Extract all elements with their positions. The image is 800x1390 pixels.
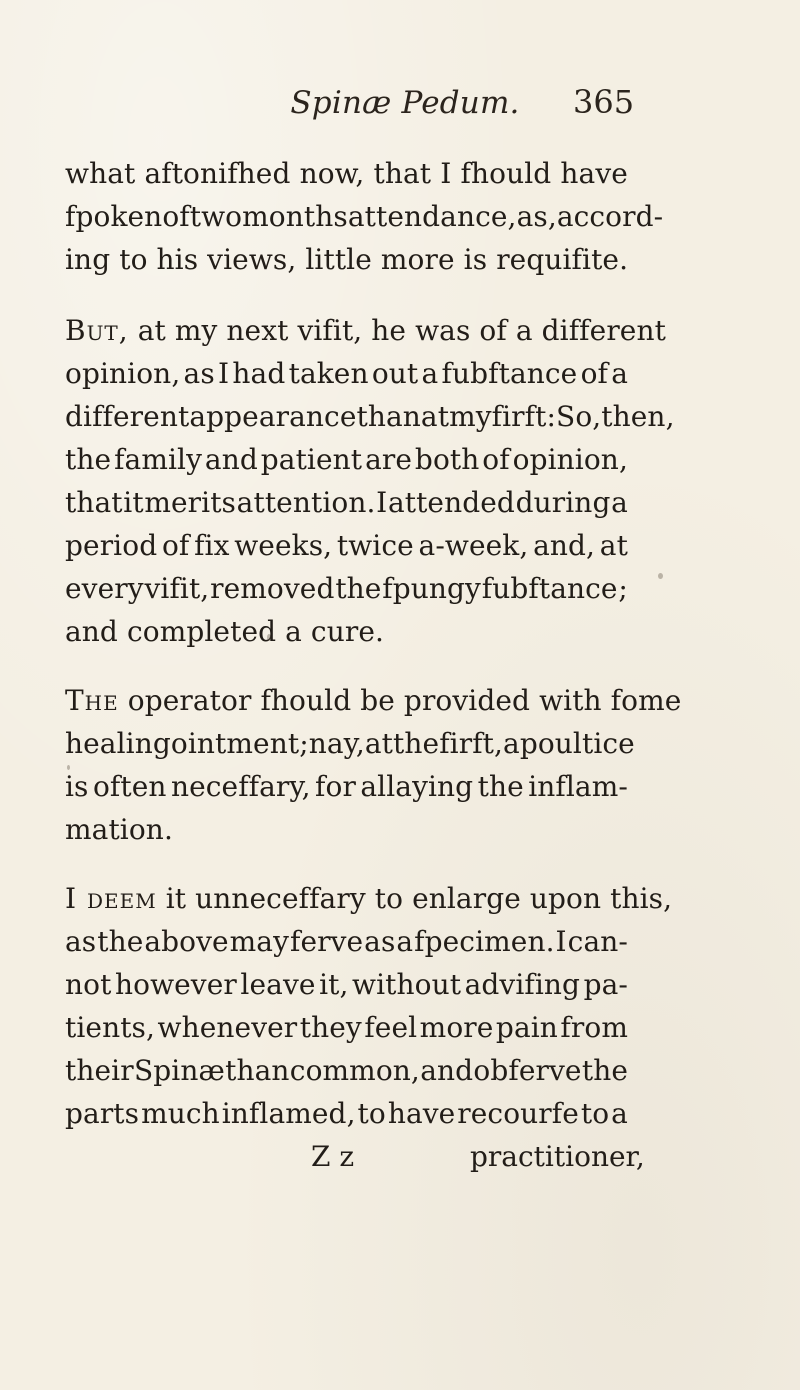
word: merits bbox=[144, 486, 237, 519]
word: it bbox=[123, 486, 144, 519]
word: at bbox=[364, 727, 394, 760]
word: fhould bbox=[460, 157, 552, 190]
paper-speck bbox=[267, 634, 271, 641]
catchword: practitioner, bbox=[470, 1140, 645, 1173]
page-footer-line bbox=[65, 1135, 645, 1178]
word: is bbox=[65, 770, 89, 803]
text-line-rest: at my next vifit, he was of a different bbox=[137, 314, 666, 347]
word: however bbox=[114, 968, 237, 1001]
word: healing bbox=[65, 727, 171, 760]
word: removed bbox=[210, 572, 335, 605]
word: every bbox=[65, 572, 144, 605]
running-head: Spinæ Pedum. bbox=[290, 85, 520, 121]
word: whenever bbox=[157, 1011, 298, 1044]
text-line-rest: operator fhould be provided with fome bbox=[127, 684, 682, 717]
word: than bbox=[225, 1054, 290, 1087]
word: as bbox=[364, 925, 396, 958]
paper-speck bbox=[658, 573, 663, 579]
text-line bbox=[65, 920, 628, 963]
page-header bbox=[0, 73, 800, 123]
word: that bbox=[65, 486, 123, 519]
word: ; bbox=[618, 572, 628, 605]
text-line bbox=[65, 679, 682, 722]
word: feel bbox=[364, 1011, 418, 1044]
word: for bbox=[315, 770, 356, 803]
word: different bbox=[65, 400, 190, 433]
word: opinion, bbox=[65, 357, 181, 390]
text-line bbox=[65, 481, 628, 524]
word: a bbox=[611, 357, 628, 390]
word: taken bbox=[288, 357, 369, 390]
word: So, bbox=[556, 400, 602, 433]
word: fpecimen. bbox=[414, 925, 555, 958]
word: have bbox=[560, 157, 628, 190]
word: to bbox=[357, 1097, 386, 1130]
paragraph-4 bbox=[65, 877, 673, 1135]
word: aftonifhed bbox=[144, 157, 291, 190]
word: may bbox=[229, 925, 290, 958]
word: and bbox=[204, 443, 258, 476]
word: advifing bbox=[464, 968, 581, 1001]
word: both bbox=[414, 443, 480, 476]
word: that bbox=[373, 157, 432, 190]
word: inflamed, bbox=[221, 1097, 356, 1130]
text-line bbox=[65, 1049, 628, 1092]
word: pain bbox=[495, 1011, 558, 1044]
word: they bbox=[299, 1011, 362, 1044]
word: Spinæ bbox=[133, 1054, 225, 1087]
word: of bbox=[580, 357, 608, 390]
word: ferve bbox=[289, 925, 364, 958]
word: : bbox=[546, 400, 557, 433]
page-number: 365 bbox=[573, 83, 635, 121]
word: twice bbox=[336, 529, 414, 562]
word: nay, bbox=[308, 727, 365, 760]
word: a bbox=[611, 486, 628, 519]
word: fpoken bbox=[65, 200, 163, 233]
word: ; bbox=[299, 727, 309, 760]
word: of bbox=[482, 443, 510, 476]
word: allaying bbox=[360, 770, 474, 803]
word: the bbox=[477, 770, 524, 803]
word: opinion, bbox=[512, 443, 628, 476]
word: without bbox=[352, 968, 462, 1001]
word: firft bbox=[491, 400, 547, 433]
word: ointment bbox=[170, 727, 300, 760]
text-line bbox=[65, 722, 635, 765]
word: patient bbox=[260, 443, 363, 476]
word: of bbox=[161, 529, 190, 562]
word: the bbox=[581, 1054, 628, 1087]
paragraph-1 bbox=[65, 152, 664, 281]
word: leave bbox=[240, 968, 316, 1001]
word: inflam- bbox=[528, 770, 628, 803]
text-line bbox=[65, 152, 628, 195]
text-line bbox=[65, 395, 675, 438]
word: obferve bbox=[473, 1054, 582, 1087]
word: parts bbox=[65, 1097, 140, 1130]
word: I bbox=[218, 357, 230, 390]
word: firft, bbox=[439, 727, 504, 760]
paper-speck bbox=[67, 765, 70, 770]
word: poultice bbox=[519, 727, 635, 760]
word: as, bbox=[516, 200, 557, 233]
word: what bbox=[65, 157, 136, 190]
word: a bbox=[421, 357, 439, 390]
paragraph-gap bbox=[65, 653, 628, 679]
word: above bbox=[144, 925, 229, 958]
word: had bbox=[232, 357, 286, 390]
word: my bbox=[449, 400, 492, 433]
word: weeks, bbox=[234, 529, 333, 562]
word: out bbox=[371, 357, 419, 390]
word: common, bbox=[289, 1054, 420, 1087]
text-line bbox=[65, 1006, 628, 1049]
word: to bbox=[580, 1097, 610, 1130]
word: during bbox=[515, 486, 611, 519]
word: two bbox=[189, 200, 243, 233]
word: neceffary, bbox=[170, 770, 311, 803]
word: I bbox=[555, 925, 567, 958]
word: now, bbox=[299, 157, 365, 190]
signature-mark: Z z bbox=[311, 1140, 355, 1173]
paragraph-lead-word: The bbox=[65, 684, 119, 717]
word: months bbox=[242, 200, 348, 233]
word: of bbox=[162, 200, 190, 233]
word: a bbox=[396, 925, 414, 958]
word: family bbox=[114, 443, 202, 476]
word: fix bbox=[194, 529, 230, 562]
paragraph-3 bbox=[65, 679, 682, 851]
word: and bbox=[420, 1054, 474, 1087]
word: it, bbox=[319, 968, 349, 1001]
word: their bbox=[65, 1054, 134, 1087]
word: pa- bbox=[583, 968, 628, 1001]
text-line bbox=[65, 524, 628, 567]
text-line bbox=[65, 765, 628, 808]
word: a bbox=[611, 1097, 628, 1130]
word: a bbox=[503, 727, 520, 760]
word: are bbox=[365, 443, 413, 476]
text-line-rest: it unneceffary to enlarge upon this, bbox=[165, 882, 673, 915]
word: recourfe bbox=[457, 1097, 579, 1130]
word: at bbox=[420, 400, 450, 433]
text-line: mation. bbox=[65, 813, 173, 846]
text-line bbox=[65, 352, 628, 395]
word: attendance, bbox=[347, 200, 517, 233]
word: fubftance bbox=[441, 357, 578, 390]
word: often bbox=[92, 770, 167, 803]
word: and, bbox=[533, 529, 596, 562]
word: have bbox=[387, 1097, 456, 1130]
word: tients, bbox=[65, 1011, 156, 1044]
word: the bbox=[335, 572, 382, 605]
word: at bbox=[599, 529, 628, 562]
word: period bbox=[65, 529, 158, 562]
word: I bbox=[440, 157, 452, 190]
paragraph-2 bbox=[65, 309, 675, 653]
word: much bbox=[141, 1097, 220, 1130]
word: from bbox=[560, 1011, 628, 1044]
text-line bbox=[65, 877, 673, 920]
word: a-week, bbox=[418, 529, 529, 562]
paragraph-gap bbox=[65, 281, 628, 309]
text-line bbox=[65, 438, 628, 481]
text-line bbox=[65, 309, 666, 352]
text-line: ing to his views, little more is requifite. bbox=[65, 243, 629, 276]
word: fpungy bbox=[382, 572, 481, 605]
text-line bbox=[65, 963, 628, 1006]
paragraph-lead-word: But, bbox=[65, 314, 129, 347]
word: as bbox=[65, 925, 97, 958]
text-line: and completed a cure. bbox=[65, 615, 385, 648]
word: as bbox=[183, 357, 215, 390]
word: more bbox=[419, 1011, 494, 1044]
text-line bbox=[65, 195, 664, 238]
word: attention. bbox=[236, 486, 376, 519]
word: the bbox=[393, 727, 440, 760]
word: fubftance bbox=[481, 572, 618, 605]
word: accord- bbox=[556, 200, 664, 233]
word: can- bbox=[567, 925, 628, 958]
text-line bbox=[65, 567, 628, 610]
word: the bbox=[97, 925, 144, 958]
word: I bbox=[376, 486, 388, 519]
word: attended bbox=[387, 486, 515, 519]
word: then, bbox=[601, 400, 675, 433]
word: than bbox=[356, 400, 421, 433]
word: not bbox=[65, 968, 112, 1001]
word: the bbox=[65, 443, 112, 476]
text-line bbox=[65, 1092, 628, 1135]
word: appearance bbox=[189, 400, 357, 433]
paragraph-gap bbox=[65, 851, 628, 877]
paragraph-lead-word: I deem bbox=[65, 882, 157, 915]
page-text bbox=[65, 152, 682, 1178]
word: vifit, bbox=[144, 572, 210, 605]
